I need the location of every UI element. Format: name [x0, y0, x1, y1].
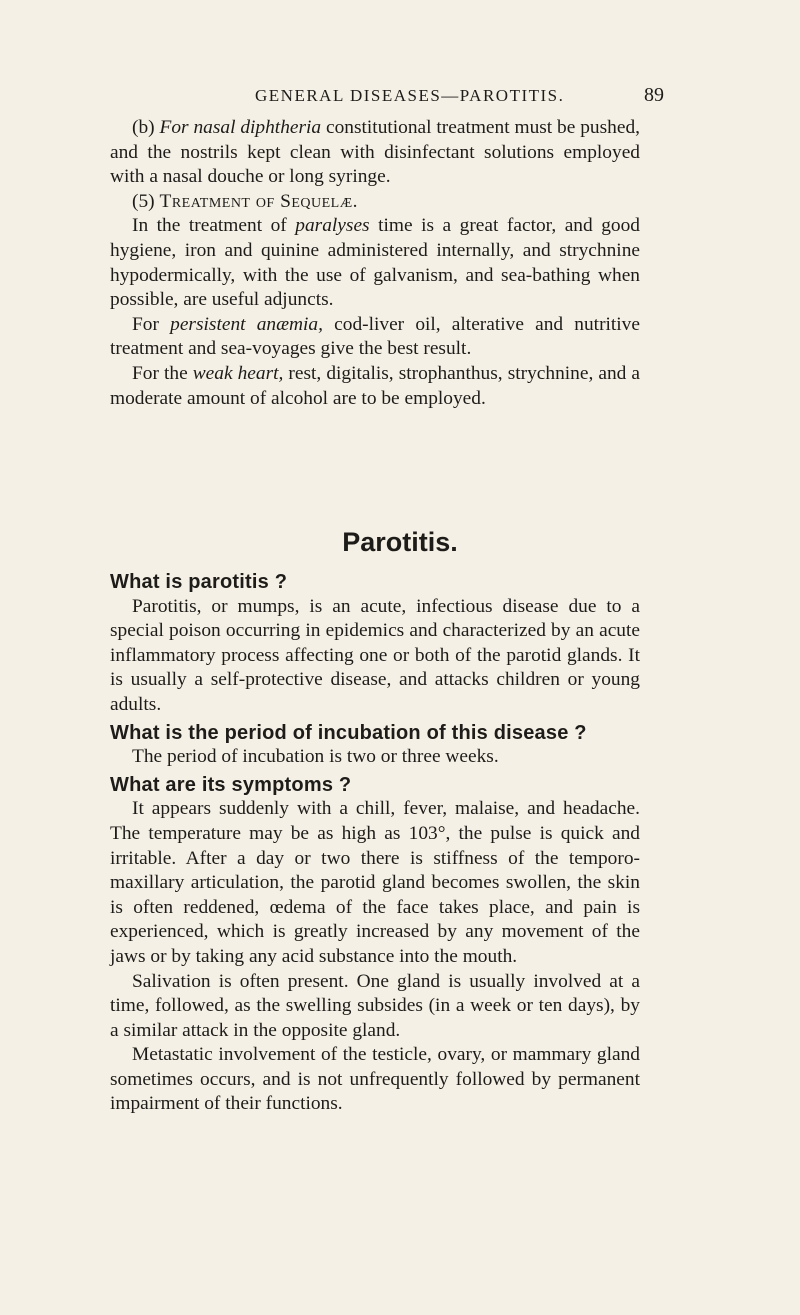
question-what-is: What is parotitis ?	[110, 571, 288, 593]
parotitis-block	[110, 570, 640, 1117]
section-title: Parotitis.	[342, 527, 458, 557]
page-number: 89	[644, 84, 664, 106]
answer-incubation: The period of incubation is two or three weeks.	[132, 746, 499, 768]
heading-treatment-sequelae: (5) Treatment of Sequelæ.	[132, 190, 359, 212]
paragraph-nasal-diphtheria: (b) For nasal diphtheria constitutional treatment must be pushed, and the nostrils kept clean with disinfectant solutions employed with a nasal douche or long syringe.	[110, 117, 641, 188]
answer-symptoms: It appears suddenly with a chill, fever, malaise, and headache. The temperature may be as high as 103°, the pulse is quick and irritable. After a day or two there is stiffness of the temporo-maxillary articulation, the parotid gland becomes swollen, the skin is often reddened, œdema of the face takes place, and pain is experienced, which is greatly increased by any movement of the jaws or by taking any acid substance into the mouth.	[110, 798, 640, 967]
paragraph-anaemia: For persistent anæmia, cod-liver oil, alterative and nutritive treatment and sea-voyages give the best result.	[110, 313, 640, 360]
question-incubation: What is the period of incubation of this disease ?	[110, 721, 587, 744]
question-symptoms: What are its symptoms ?	[110, 773, 352, 796]
treatment-block	[110, 116, 640, 411]
paragraph-paralyses: In the treatment of paralyses time is a great factor, and good hygiene, iron and quinine administered internally, and strychnine hypodermically, with the use of galvanism, and sea-bathing when possible, are useful adjuncts.	[110, 215, 640, 311]
answer-what-is: Parotitis, or mumps, is an acute, infectious disease due to a special poison occurring in epidemics and characterized by an acute inflammatory process affecting one or both of the parotid glands. It is usually a self-protective disease, and attacks children or young adults.	[110, 595, 640, 715]
answer-salivation: Salivation is often present. One gland is usually involved at a time, followed, as the swelling subsides (in a week or ten days), by a similar attack in the opposite gland.	[110, 970, 640, 1041]
answer-metastatic: Metastatic involvement of the testicle, ovary, or mammary gland sometimes occurs, and is not unfrequently followed by permanent impairment of their functions.	[110, 1044, 640, 1115]
paragraph-weak-heart: For the weak heart, rest, digitalis, strophanthus, strychnine, and a moderate amount of alcohol are to be employed.	[110, 362, 640, 409]
running-title: GENERAL DISEASES—PAROTITIS.	[255, 86, 565, 105]
